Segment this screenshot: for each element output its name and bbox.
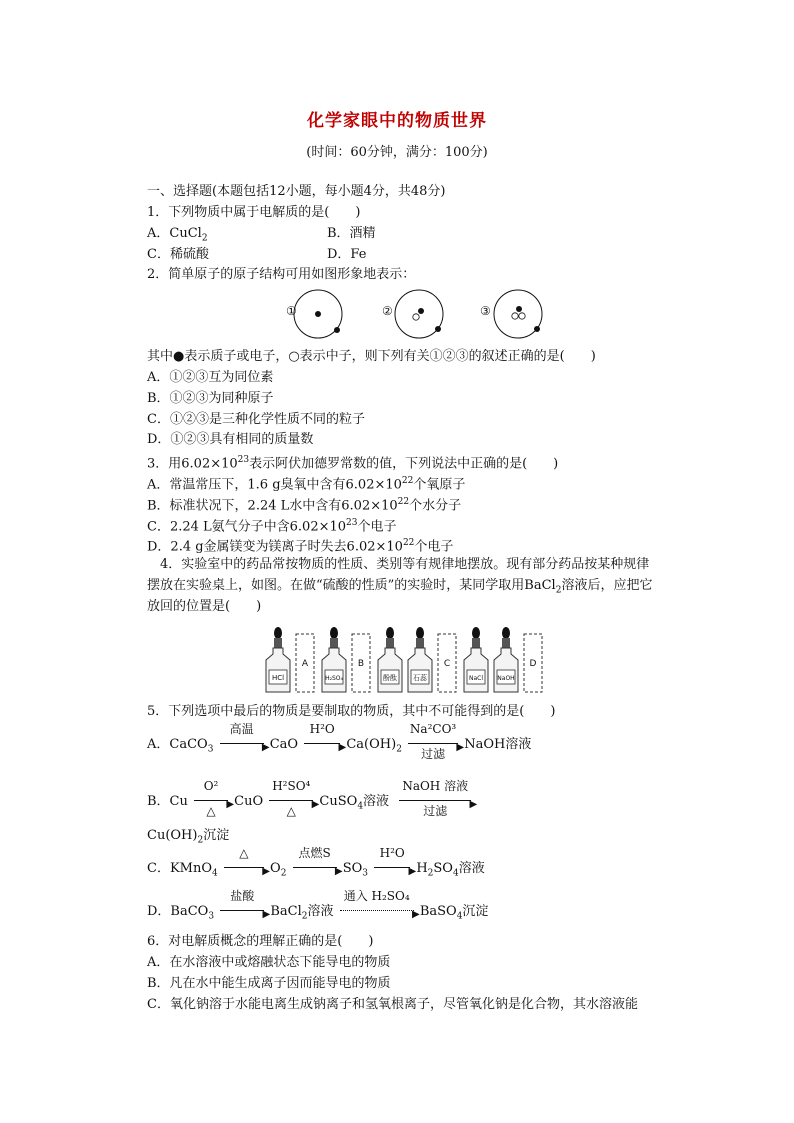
q6-stem: 6．对电解质概念的理解正确的是( ) — [147, 934, 374, 949]
arrow-naoh-filter: NaOH 溶液 ▶ 过滤 — [399, 793, 471, 810]
bottle-label: H₂SO₄ — [325, 675, 343, 682]
empty-slot — [524, 634, 542, 692]
atom-3-diagram — [494, 290, 542, 338]
atom-label-2: ② — [382, 304, 393, 318]
q1-option-a: A．CuCl$_2$ — [147, 226, 208, 244]
arrow-water: H²O ▶ — [304, 736, 340, 753]
q5-option-a: A．CaCO$_3$ 高温 ▶ CaO H²O ▶ $Ca(OH)_2$ Na²CO³ ▶ 过滤 NaOH溶液 — [147, 722, 532, 761]
page-title: 化学家眼中的物质世界 — [307, 111, 487, 131]
q5-stem: 5．下列选项中最后的物质是要制取的物质，其中不可能得到的是( ) — [147, 704, 556, 719]
q2-description: 其中●表示质子或电子，○表示中子，则下列有关①②③的叙述正确的是( ) — [147, 349, 596, 364]
q6-option-b: B．凡在水中能生成离子因而能导电的物质 — [147, 976, 391, 991]
reagent-bottle — [408, 627, 432, 692]
arrow-hydrochloric: 盐酸 ▶ — [220, 903, 264, 920]
bottle-label: HCl — [271, 674, 285, 682]
q1-option-c: C．稀硫酸 — [147, 247, 209, 262]
q4-line-2: 摆放在实验桌上，如图。在做“硫酸的性质”的实验时，某同学取用BaCl$_2$溶液后，应把它 — [147, 578, 653, 596]
arrow-oxygen-heat: O² ▶ △ — [194, 793, 228, 810]
q3-option-c: C．2.24 L氨气分子中含$6.02\times 10^{23}$个电子 — [147, 518, 397, 535]
q6-option-a: A．在水溶液中或熔融状态下能导电的物质 — [147, 955, 391, 970]
slot-label: A — [301, 659, 309, 669]
q4-line-3: 放回的位置是( ) — [147, 599, 262, 614]
bottle-label: NaOH — [497, 675, 515, 682]
q3-option-a: A．常温常压下，1.6 g臭氧中含有$6.02\times 10^{22}$个氧原子 — [147, 476, 466, 493]
q1-option-b: B．酒精 — [327, 226, 376, 241]
reagent-bottle — [378, 627, 402, 692]
reagent-bottle — [322, 627, 346, 692]
page-subtitle: (时间：60分钟，满分：100分) — [306, 145, 488, 160]
arrow-water-2: H²O ▶ — [374, 860, 410, 877]
arrow-h2so4-heat: H²SO⁴ ▶ △ — [269, 793, 313, 810]
atom-label-1: ① — [286, 304, 297, 318]
q2-option-c: C．①②③是三种化学性质不同的粒子 — [147, 412, 365, 427]
empty-slot — [352, 634, 370, 692]
empty-slot — [296, 634, 314, 692]
q3-option-d: D．2.4 g金属镁变为镁离子时失去$6.02\times 10^{22}$个电子 — [147, 538, 454, 555]
empty-slot — [438, 634, 456, 692]
q6-option-c: C．氧化钠溶于水能电离生成钠离子和氢氧根离子，尽管氧化钠是化合物，其水溶液能 — [147, 997, 638, 1012]
atom-2-diagram — [395, 290, 443, 338]
arrow-ignite-sulfur: 点燃S ▶ — [293, 860, 337, 877]
q2-option-b: B．①②③为同种原子 — [147, 391, 274, 406]
slot-label: B — [357, 659, 365, 669]
q4-line-1: 4．实验室中的药品常按物质的性质、类别等有规律地摆放。现有部分药品按某种规律 — [160, 557, 650, 572]
q3-stem: 3．用$6.02\times 10^{23}$表示阿伏加德罗常数的值，下列说法中正确的是( ) — [147, 455, 559, 472]
reagent-bottle — [266, 627, 290, 692]
bottle-label: NaCl — [468, 675, 484, 682]
arrow-high-temp: 高温 ▶ — [220, 736, 264, 753]
q3-option-b: B．标准状况下，2.24 L水中含有$6.02\times 10^{22}$个水分子 — [147, 497, 462, 514]
section-heading: 一、选择题(本题包括12小题，每小题4分，共48分) — [147, 184, 446, 199]
q5-option-b-cont: $Cu(OH)_2$沉淀 — [147, 828, 230, 846]
arrow-heat: △ ▶ — [224, 860, 264, 877]
q5-option-b: B．Cu O² ▶ △ CuO H²SO⁴ ▶ △ CuSO$_4$溶液 NaOH 溶液 ▶ 过滤 — [147, 779, 478, 818]
bottle-label: 石蕊 — [413, 674, 427, 682]
arrow-na2co3-filter: Na²CO³ ▶ 过滤 — [409, 722, 465, 761]
atom-label-3: ③ — [480, 304, 491, 318]
q2-stem: 2．简单原子的原子结构可用如图形象地表示： — [147, 267, 416, 282]
atom-1-diagram — [294, 290, 342, 338]
reagent-shelf-figure — [262, 626, 558, 696]
slot-label: C — [443, 659, 451, 669]
reagent-bottle — [464, 627, 488, 692]
arrow-add-h2so4: 通入 H₂SO₄ ▶ — [340, 903, 414, 920]
q1-stem: 1．下列物质中属于电解质的是( ) — [147, 205, 361, 220]
q2-option-d: D．①②③具有相同的质量数 — [147, 432, 314, 447]
atom-structure-figure — [282, 288, 552, 340]
q5-option-d: D．BaCO$_3$ 盐酸 ▶ BaCl$_2$溶液 通入 H₂SO₄ ▶ BaSO$_4$沉淀 — [147, 889, 489, 922]
q1-option-d: D．Fe — [327, 247, 367, 262]
slot-label: D — [529, 659, 537, 669]
q5-option-c: C．KMnO$_4$ △ ▶ $O_2$ 点燃S ▶ $SO_3$ H²O ▶ $H_2SO_4$溶液 — [147, 846, 485, 879]
bottle-label: 酚酞 — [383, 674, 397, 682]
q2-option-a: A．①②③互为同位素 — [147, 370, 274, 385]
reagent-bottle — [494, 627, 518, 692]
